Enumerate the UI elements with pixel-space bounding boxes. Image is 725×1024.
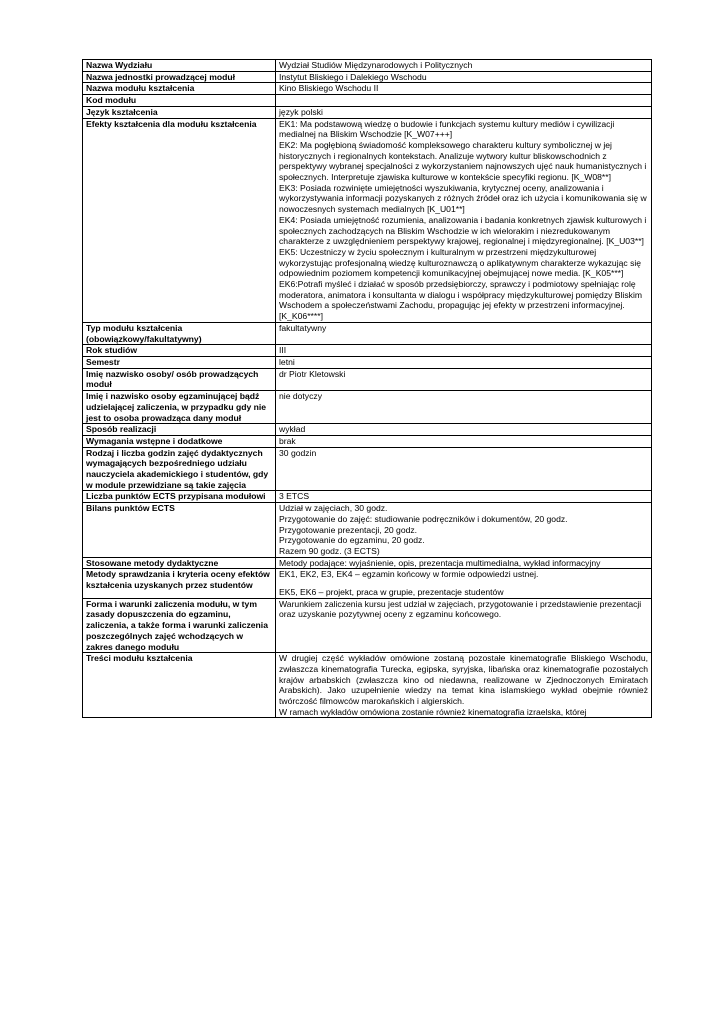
table-row (83, 503, 652, 558)
row-label: Nazwa Wydziału (83, 60, 276, 72)
row-label: Efekty kształcenia dla modułu kształcenia (83, 118, 276, 322)
row-label: Liczba punktów ECTS przypisana modułowi (83, 491, 276, 503)
value-line: dr Piotr Kletowski (279, 368, 346, 379)
table-row (83, 118, 652, 322)
value-line: 3 ETCS (279, 491, 310, 502)
value-line: Udział w zajęciach, 30 godz. (279, 503, 388, 514)
value-line: III (279, 345, 287, 356)
value-line: Metody podające: wyjaśnienie, opis, prezentacja multimedialna, wykład informacyjny (279, 557, 601, 568)
value-line (279, 95, 648, 106)
table-row (83, 322, 652, 344)
value-line: język polski (279, 106, 323, 117)
table-row (83, 356, 652, 368)
value-line: Kino Bliskiego Wschodu II (279, 83, 379, 94)
row-label: Kod modułu (83, 95, 276, 107)
table-row (83, 95, 652, 107)
row-value (276, 345, 652, 357)
table-row (83, 447, 652, 491)
row-value (276, 598, 652, 653)
table-row (83, 60, 652, 72)
value-line: Instytut Bliskiego i Dalekiego Wschodu (279, 71, 427, 82)
table-row (83, 106, 652, 118)
row-label: Nazwa jednostki prowadzącej moduł (83, 71, 276, 83)
value-line: W ramach wykładów omówiona zostanie również kinematografia izraelska, której (279, 706, 587, 717)
row-label: Imię nazwisko osoby/ osób prowadzących moduł (83, 368, 276, 390)
value-line: letni (279, 356, 295, 367)
row-value (276, 71, 652, 83)
row-value (276, 503, 652, 558)
table-row (83, 569, 652, 598)
value-line: EK3: Posiada rozwinięte umiejętności wyszukiwania, krytycznej oceny, analizowania i wykorzystywania informacji pozyskanych z różnych źródeł oraz ich użycia i komunikowania się w nowoczesnych systemach medialnych [K_U01**] (279, 182, 647, 215)
value-line: Przygotowanie do egzaminu, 20 godz. (279, 535, 425, 546)
value-line: brak (279, 435, 296, 446)
table-row (83, 491, 652, 503)
value-line: Warunkiem zaliczenia kursu jest udział w zajęciach, przygotowanie i przedstawienie prezentacji oraz uzyskanie pozytywnej oceny z egzaminu końcowego. (279, 598, 642, 620)
row-value (276, 95, 652, 107)
module-description-table-container (82, 59, 652, 718)
value-line: wykład (279, 424, 306, 435)
module-description-table (82, 59, 652, 718)
row-label: Bilans punktów ECTS (83, 503, 276, 558)
table-row (83, 653, 652, 718)
value-line: EK4: Posiada umiejętność rozumienia, analizowania i badania konkretnych zjawisk kulturowych i społecznych zachodzących na Bliskim Wschodzie w ich wielorakim i niezredukowanym charakterze z uwzględnieniem perspektywy krajowej, regionalnej i międzyregionalnej. [K_U03**] (279, 214, 647, 247)
row-label: Sposób realizacji (83, 424, 276, 436)
table-row (83, 391, 652, 424)
value-line: Razem 90 godz. (3 ECTS) (279, 545, 380, 556)
row-label: Nazwa modułu kształcenia (83, 83, 276, 95)
table-row (83, 557, 652, 569)
value-line: EK1: Ma podstawową wiedzę o budowie i funkcjach systemu kultury mediów i cywilizacji medialnej na Bliskim Wschodzie [K_W07+++] (279, 118, 615, 140)
row-label: Język kształcenia (83, 106, 276, 118)
table-row (83, 598, 652, 653)
row-value (276, 83, 652, 95)
value-line: EK5, EK6 – projekt, praca w grupie, prezentacje studentów (279, 587, 504, 598)
row-value (276, 424, 652, 436)
row-label: Rodzaj i liczba godzin zajęć dydaktycznych wymagających bezpośredniego udziału nauczyciela akademickiego i studentów, gdy w module przewidziane są takie zajęcia (83, 447, 276, 491)
value-line: nie dotyczy (279, 391, 322, 402)
value-line: EK6:Potrafi myśleć i działać w sposób przedsiębiorczy, sprawczy i podmiotowy spełniając rolę moderatora, animatora i konsultanta w dialogu i współpracy międzykulturowej pomiędzy Bliskim Wschodem a społeczeństwami Zachodu, propagując jej efekty w przestrzeni informacyjnej. [K_K06****] (279, 279, 643, 322)
table-row (83, 83, 652, 95)
row-value (276, 118, 652, 322)
row-value (276, 356, 652, 368)
row-value (276, 653, 652, 718)
row-value (276, 491, 652, 503)
row-label: Metody sprawdzania i kryteria oceny efektów kształcenia uzyskanych przez studentów (83, 569, 276, 598)
row-label: Typ modułu kształcenia (obowiązkowy/fakultatywny) (83, 322, 276, 344)
value-line: Wydział Studiów Międzynarodowych i Politycznych (279, 60, 473, 70)
row-value (276, 447, 652, 491)
row-value (276, 322, 652, 344)
row-value (276, 106, 652, 118)
row-value (276, 569, 652, 598)
row-value (276, 391, 652, 424)
table-row (83, 435, 652, 447)
row-label: Imię i nazwisko osoby egzaminującej bądź udzielającej zaliczenia, w przypadku gdy nie jest to osoba prowadząca dany moduł (83, 391, 276, 424)
row-value (276, 60, 652, 72)
row-label: Treści modułu kształcenia (83, 653, 276, 718)
value-line: fakultatywny (279, 322, 327, 333)
row-label: Forma i warunki zaliczenia modułu, w tym zasady dopuszczenia do egzaminu, zaliczenia, a także forma i warunki zaliczenia poszczególnych zajęć wchodzących w zakres danego modułu (83, 598, 276, 653)
row-value (276, 368, 652, 390)
value-line: EK2: Ma pogłębioną świadomość kompleksowego charakteru kultury symbolicznej w jej historycznych i regionalnych kontekstach. Analizuje wytwory kultur bliskowschodnich z perspektywy wybranej specjalności z wykorzystaniem najnowszych ujęć nauk humanistycznych i społecznych. Interpretuje zjawiska kulturowe w kontekście specyfiki regionu. [K_W08**] (279, 139, 647, 183)
table-row (83, 424, 652, 436)
row-value (276, 557, 652, 569)
table-row (83, 345, 652, 357)
value-line: 30 godzin (279, 447, 317, 458)
row-label: Rok studiów (83, 345, 276, 357)
value-line: EK5: Uczestniczy w życiu społecznym i kulturalnym w przestrzeni międzykulturowej wykorzystując profesjonalną wiedzę kulturoznawczą o aplikatywnym charakterze wykazując się odpowiednim poziomem kompetencji komunikacyjnej obejmującej nowe media. [K_K05***] (279, 246, 642, 279)
value-line: EK1, EK2, E3, EK4 – egzamin końcowy w formie odpowiedzi ustnej. (279, 569, 539, 580)
table-row (83, 368, 652, 390)
row-label: Semestr (83, 356, 276, 368)
table-row (83, 71, 652, 83)
value-line: Przygotowanie do zajęć: studiowanie podręczników i dokumentów, 20 godz. (279, 513, 568, 524)
row-label: Stosowane metody dydaktyczne (83, 557, 276, 569)
value-line: W drugiej część wykładów omówione zostaną pozostałe kinematografie Bliskiego Wschodu, zwłaszcza kinematografia Turecka, egipska, syryjska, libańska oraz kinematografie pozostałych krajów arbabskich (zwłaszcza kino od niedawna, realizowane w Zjednoczonych Emiratach Arabskich). Jako uzupełnienie wiedzy na temat kina islamskiego wykład obejmie również twórczość filmowców marokańskich i algierskich. (279, 653, 648, 707)
row-label: Wymagania wstępne i dodatkowe (83, 435, 276, 447)
spacer (279, 580, 648, 587)
table-body (83, 60, 652, 718)
value-line: Przygotowanie prezentacji, 20 godz. (279, 524, 418, 535)
row-value (276, 435, 652, 447)
